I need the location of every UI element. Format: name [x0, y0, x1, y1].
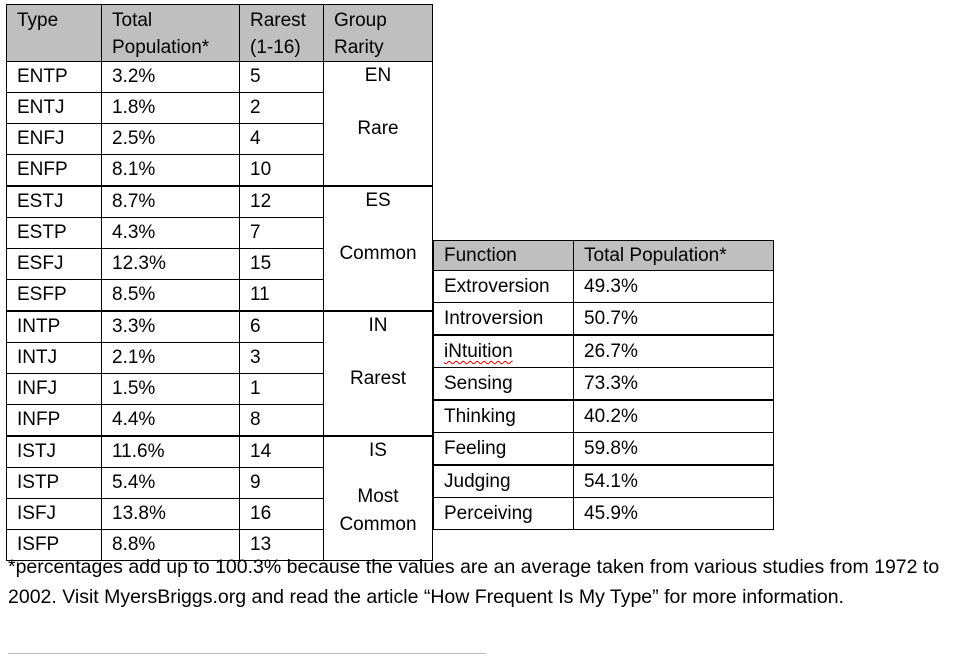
function-row [434, 303, 774, 336]
type-cell-type: ENFP [7, 155, 102, 187]
type-cell-pop: 2.5% [102, 124, 240, 155]
group-rarity-label: Rare [357, 118, 399, 139]
function-name-cell: Perceiving [434, 498, 574, 530]
function-name-cell: iNtuition [434, 335, 574, 368]
group-rarity-label: Rarest [350, 368, 406, 389]
type-cell-rank: 8 [240, 405, 324, 437]
group-code: ES [365, 190, 391, 211]
type-cell-pop: 4.4% [102, 405, 240, 437]
group-rarity-label-line2: Common [339, 514, 417, 535]
function-pop-cell: 54.1% [574, 465, 774, 498]
type-cell-rank: 9 [240, 468, 324, 499]
type-cell-pop: 5.4% [102, 468, 240, 499]
type-cell-type: ESTP [7, 218, 102, 249]
function-row [434, 465, 774, 498]
function-name-cell: Judging [434, 465, 574, 498]
type-cell-pop: 2.1% [102, 343, 240, 374]
type-cell-rank: 15 [240, 249, 324, 280]
group-rarity-cell [324, 436, 433, 561]
group-rarity-label: Common [339, 243, 417, 264]
function-table [433, 240, 774, 530]
type-cell-type: INFP [7, 405, 102, 437]
function-name-cell: Thinking [434, 400, 574, 433]
type-cell-type: INFJ [7, 374, 102, 405]
type-cell-rank: 13 [240, 530, 324, 561]
group-rarity-label: Most [357, 486, 399, 507]
type-cell-pop: 4.3% [102, 218, 240, 249]
type-cell-rank: 12 [240, 186, 324, 218]
function-pop-cell: 73.3% [574, 368, 774, 401]
type-cell-rank: 5 [240, 62, 324, 93]
function-row [434, 271, 774, 303]
type-row [7, 186, 433, 218]
type-cell-pop: 8.8% [102, 530, 240, 561]
type-cell-pop: 13.8% [102, 499, 240, 530]
type-cell-pop: 8.1% [102, 155, 240, 187]
type-row [7, 436, 433, 468]
bottom-divider [8, 653, 486, 654]
group-code: IS [369, 440, 387, 461]
function-name-cell: Sensing [434, 368, 574, 401]
type-cell-rank: 4 [240, 124, 324, 155]
function-pop-cell: 59.8% [574, 433, 774, 466]
type-table-body [7, 62, 433, 561]
type-cell-rank: 7 [240, 218, 324, 249]
function-pop-cell: 49.3% [574, 271, 774, 303]
type-cell-rank: 3 [240, 343, 324, 374]
total-header-line1: Total [112, 10, 153, 31]
footnote: *percentages add up to 100.3% because the values are an average taken from various studies from 1972 to 2002. Visit MyersBriggs.org and read the article “How Frequent Is My Type” for more information. [8, 556, 940, 608]
group-code: IN [368, 315, 388, 336]
function-pop-cell: 40.2% [574, 400, 774, 433]
total-population-header [102, 5, 240, 62]
type-cell-type: ISTP [7, 468, 102, 499]
type-row [7, 311, 433, 343]
function-table-body [434, 271, 774, 530]
function-population-header: Total Population* [574, 241, 774, 271]
group-rarity-cell [324, 186, 433, 311]
type-table [6, 4, 433, 561]
type-cell-type: ENTJ [7, 93, 102, 124]
type-cell-type: ENTP [7, 62, 102, 93]
type-cell-pop: 8.7% [102, 186, 240, 218]
function-header: Function [434, 241, 574, 271]
type-cell-pop: 1.5% [102, 374, 240, 405]
function-name-cell: Extroversion [434, 271, 574, 303]
function-table-header-row [434, 241, 774, 271]
function-row [434, 433, 774, 466]
type-header: Type [7, 5, 102, 62]
type-cell-type: ESTJ [7, 186, 102, 218]
type-cell-type: ISFP [7, 530, 102, 561]
function-name-cell: Introversion [434, 303, 574, 336]
rarest-header [240, 5, 324, 62]
group-rarity-cell [324, 311, 433, 436]
type-cell-rank: 16 [240, 499, 324, 530]
function-pop-cell: 45.9% [574, 498, 774, 530]
type-cell-type: ISFJ [7, 499, 102, 530]
type-table-header-row [7, 5, 433, 62]
function-pop-cell: 50.7% [574, 303, 774, 336]
type-row [7, 62, 433, 93]
type-cell-pop: 12.3% [102, 249, 240, 280]
group-rarity-header [324, 5, 433, 62]
function-row [434, 400, 774, 433]
total-header-line2: Population* [112, 37, 210, 58]
type-cell-pop: 1.8% [102, 93, 240, 124]
type-cell-rank: 1 [240, 374, 324, 405]
type-cell-pop: 3.3% [102, 311, 240, 343]
function-row [434, 498, 774, 530]
type-cell-pop: 11.6% [102, 436, 240, 468]
type-cell-rank: 11 [240, 280, 324, 312]
rarest-header-line2: (1-16) [250, 37, 301, 58]
type-cell-type: ESFJ [7, 249, 102, 280]
type-cell-pop: 8.5% [102, 280, 240, 312]
type-cell-rank: 2 [240, 93, 324, 124]
type-cell-type: ENFJ [7, 124, 102, 155]
type-cell-type: ESFP [7, 280, 102, 312]
group-rarity-cell [324, 62, 433, 187]
type-cell-rank: 10 [240, 155, 324, 187]
group-code: EN [364, 65, 392, 86]
type-cell-rank: 14 [240, 436, 324, 468]
group-header-line1: Group [334, 10, 387, 31]
function-name-cell: Feeling [434, 433, 574, 466]
group-header-line2: Rarity [334, 37, 384, 58]
type-cell-rank: 6 [240, 311, 324, 343]
function-row [434, 368, 774, 401]
function-row [434, 335, 774, 368]
type-cell-type: INTJ [7, 343, 102, 374]
type-cell-pop: 3.2% [102, 62, 240, 93]
rarest-header-line1: Rarest [250, 10, 306, 31]
function-pop-cell: 26.7% [574, 335, 774, 368]
type-cell-type: INTP [7, 311, 102, 343]
type-cell-type: ISTJ [7, 436, 102, 468]
